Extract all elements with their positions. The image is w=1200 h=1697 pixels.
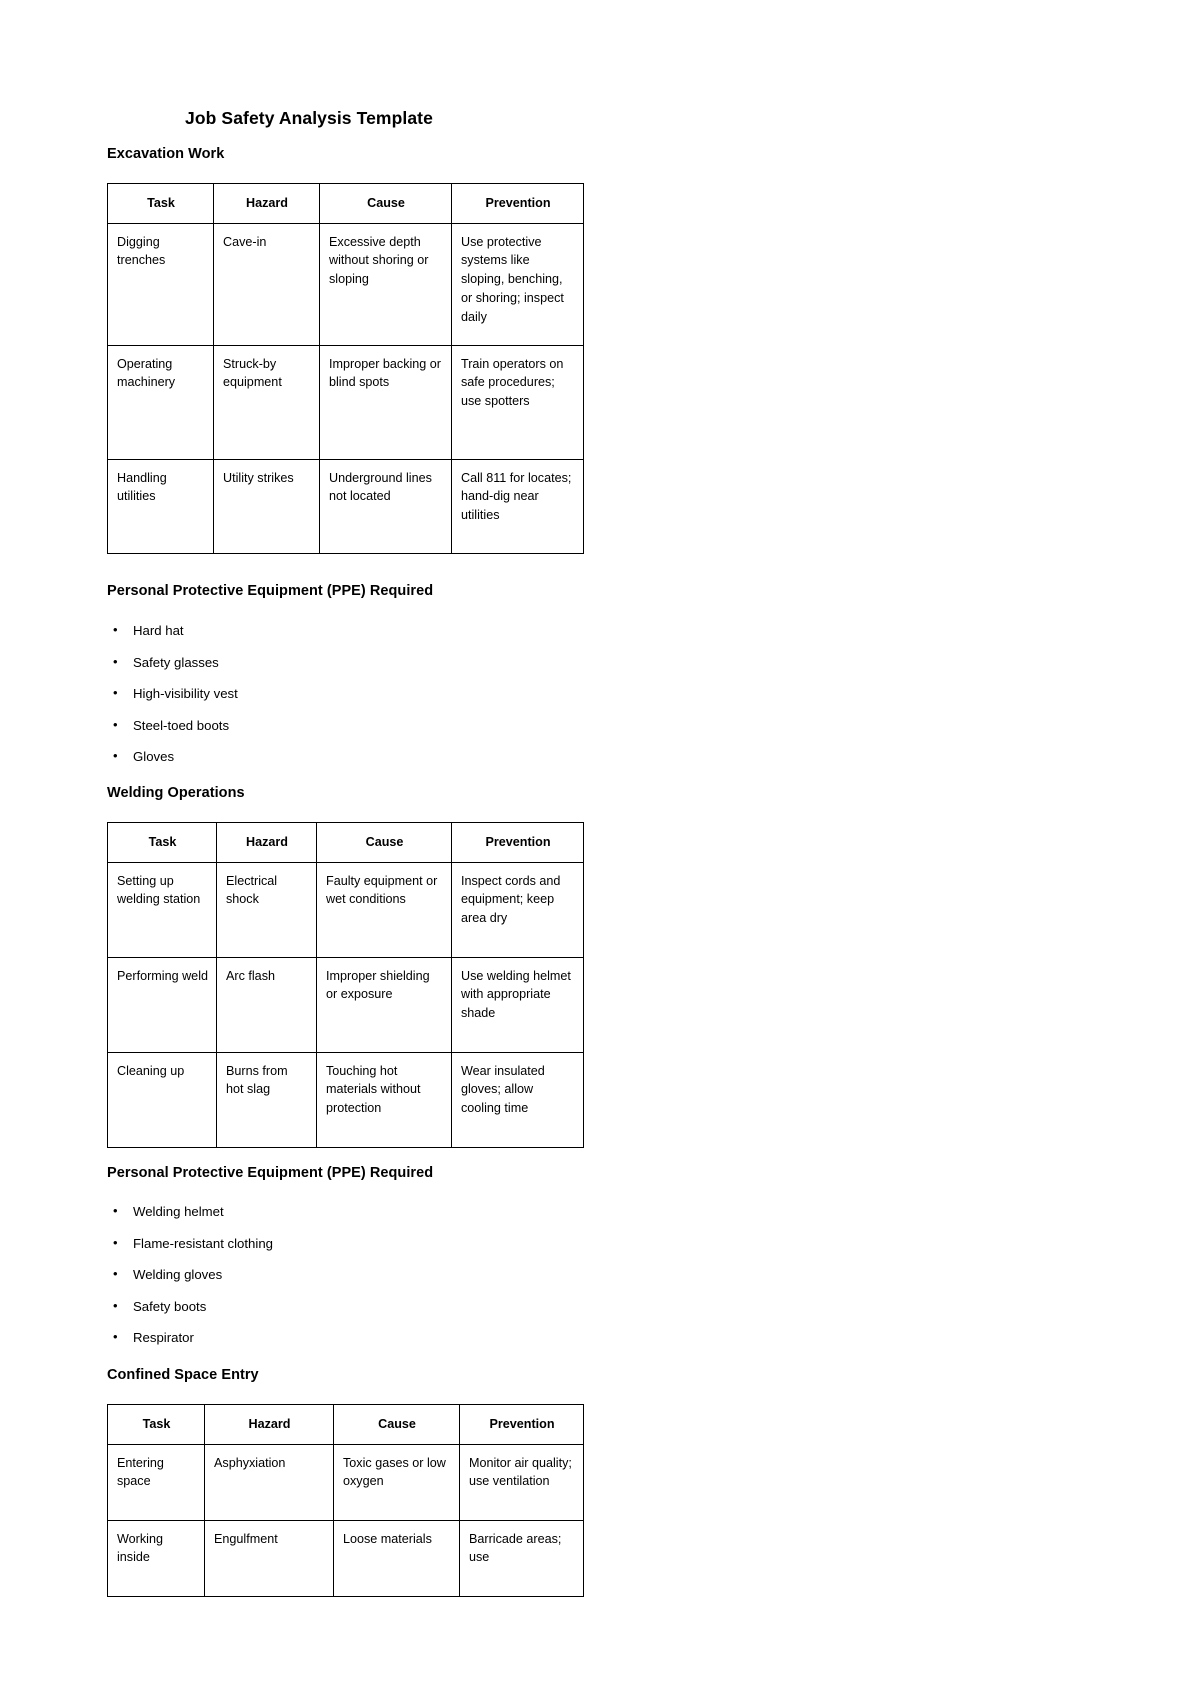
bullet-icon: • — [113, 748, 118, 763]
cell-hazard: Electrical shock — [217, 862, 317, 957]
section-heading: Excavation Work — [107, 146, 225, 162]
table-row — [108, 1520, 584, 1596]
section-heading: Welding Operations — [107, 785, 245, 801]
bullet-icon: • — [113, 685, 118, 700]
column-header-prevention: Prevention — [452, 823, 584, 863]
list-item-label: Hard hat — [133, 623, 184, 638]
section-excavation-work — [107, 146, 224, 162]
cell-hazard: Burns from hot slag — [217, 1052, 317, 1147]
list-item — [107, 622, 238, 640]
ppe-heading: Personal Protective Equipment (PPE) Required — [107, 1165, 434, 1181]
section-confined-space-entry — [107, 1367, 259, 1383]
cell-hazard: Struck-by equipment — [214, 345, 320, 459]
bullet-icon: • — [113, 1266, 118, 1281]
list-item-label: Welding helmet — [133, 1204, 224, 1219]
column-header-cause: Cause — [320, 184, 452, 224]
cell-prevention: Call 811 for locates; hand-dig near utilities — [452, 459, 584, 553]
list-item — [107, 1266, 273, 1284]
cell-prevention: Use protective systems like sloping, benching, or shoring; inspect daily — [452, 223, 584, 345]
ppe-list — [107, 622, 238, 766]
table-welding-operations — [107, 822, 584, 1148]
cell-task: Entering space — [108, 1444, 205, 1520]
table-row — [108, 223, 584, 345]
cell-prevention: Monitor air quality; use ventilation — [460, 1444, 584, 1520]
cell-cause: Faulty equipment or wet conditions — [317, 862, 452, 957]
list-item — [107, 1329, 273, 1347]
ppe-list — [107, 1203, 273, 1347]
cell-task: Operating machinery — [108, 345, 214, 459]
list-item — [107, 1235, 273, 1253]
cell-cause: Underground lines not located — [320, 459, 452, 553]
cell-cause: Loose materials — [334, 1520, 460, 1596]
column-header-task: Task — [108, 823, 217, 863]
page-title: Job Safety Analysis Template — [185, 108, 433, 128]
list-item — [107, 685, 238, 703]
table-row — [108, 862, 584, 957]
column-header-task: Task — [108, 184, 214, 224]
list-item-label: Safety glasses — [133, 654, 219, 670]
cell-cause: Toxic gases or low oxygen — [334, 1444, 460, 1520]
column-header-hazard: Hazard — [205, 1405, 334, 1445]
ppe-heading: Personal Protective Equipment (PPE) Required — [107, 583, 434, 599]
table-header-row — [108, 1405, 584, 1445]
cell-task: Working inside — [108, 1520, 205, 1596]
cell-prevention: Train operators on safe procedures; use spotters — [452, 345, 584, 459]
jsa-table — [107, 183, 584, 554]
list-item-label: High-visibility vest — [133, 686, 238, 701]
cell-task: Performing weld — [108, 957, 217, 1052]
cell-task: Cleaning up — [108, 1052, 217, 1147]
cell-cause: Excessive depth without shoring or sloping — [320, 223, 452, 345]
ppe-list-excavation — [107, 622, 238, 780]
list-item-label: Welding gloves — [133, 1267, 223, 1282]
column-header-task: Task — [108, 1405, 205, 1445]
bullet-icon: • — [113, 653, 118, 669]
list-item-label: Steel-toed boots — [133, 717, 230, 733]
cell-prevention: Inspect cords and equipment; keep area dry — [452, 862, 584, 957]
table-header-row — [108, 184, 584, 224]
cell-cause: Improper backing or blind spots — [320, 345, 452, 459]
section-welding-operations — [107, 785, 245, 801]
list-item — [107, 654, 238, 672]
cell-prevention: Wear insulated gloves; allow cooling time — [452, 1052, 584, 1147]
column-header-cause: Cause — [317, 823, 452, 863]
column-header-hazard: Hazard — [217, 823, 317, 863]
list-item — [107, 1203, 273, 1221]
list-item-label: Gloves — [133, 749, 175, 764]
table-row — [108, 459, 584, 553]
jsa-table — [107, 822, 584, 1148]
table-row — [108, 345, 584, 459]
ppe-list-welding — [107, 1203, 273, 1361]
section-heading: Confined Space Entry — [107, 1367, 259, 1383]
bullet-icon: • — [113, 1297, 118, 1313]
table-row — [108, 1444, 584, 1520]
table-header-row — [108, 823, 584, 863]
table-confined-space-entry — [107, 1404, 584, 1597]
cell-hazard: Asphyxiation — [205, 1444, 334, 1520]
bullet-icon: • — [113, 1329, 118, 1344]
cell-hazard: Cave-in — [214, 223, 320, 345]
column-header-cause: Cause — [334, 1405, 460, 1445]
table-excavation-work — [107, 183, 584, 554]
cell-cause: Touching hot materials without protection — [317, 1052, 452, 1147]
cell-hazard: Arc flash — [217, 957, 317, 1052]
cell-cause: Improper shielding or exposure — [317, 957, 452, 1052]
cell-task: Handling utilities — [108, 459, 214, 553]
list-item-label: Flame-resistant clothing — [133, 1235, 273, 1251]
bullet-icon: • — [113, 622, 118, 637]
cell-hazard: Engulfment — [205, 1520, 334, 1596]
jsa-table — [107, 1404, 584, 1597]
table-row — [108, 957, 584, 1052]
ppe-heading-welding — [107, 1165, 433, 1181]
list-item — [107, 717, 238, 735]
bullet-icon: • — [113, 716, 118, 732]
cell-prevention: Barricade areas; use — [460, 1520, 584, 1596]
column-header-prevention: Prevention — [460, 1405, 584, 1445]
list-item — [107, 1298, 273, 1316]
cell-hazard: Utility strikes — [214, 459, 320, 553]
bullet-icon: • — [113, 1203, 118, 1218]
cell-prevention: Use welding helmet with appropriate shade — [452, 957, 584, 1052]
cell-task: Digging trenches — [108, 223, 214, 345]
column-header-hazard: Hazard — [214, 184, 320, 224]
list-item — [107, 748, 238, 766]
table-row — [108, 1052, 584, 1147]
column-header-prevention: Prevention — [452, 184, 584, 224]
bullet-icon: • — [113, 1234, 118, 1250]
list-item-label: Respirator — [133, 1330, 194, 1345]
ppe-heading-excavation — [107, 583, 433, 599]
cell-task: Setting up welding station — [108, 862, 217, 957]
list-item-label: Safety boots — [133, 1298, 207, 1314]
